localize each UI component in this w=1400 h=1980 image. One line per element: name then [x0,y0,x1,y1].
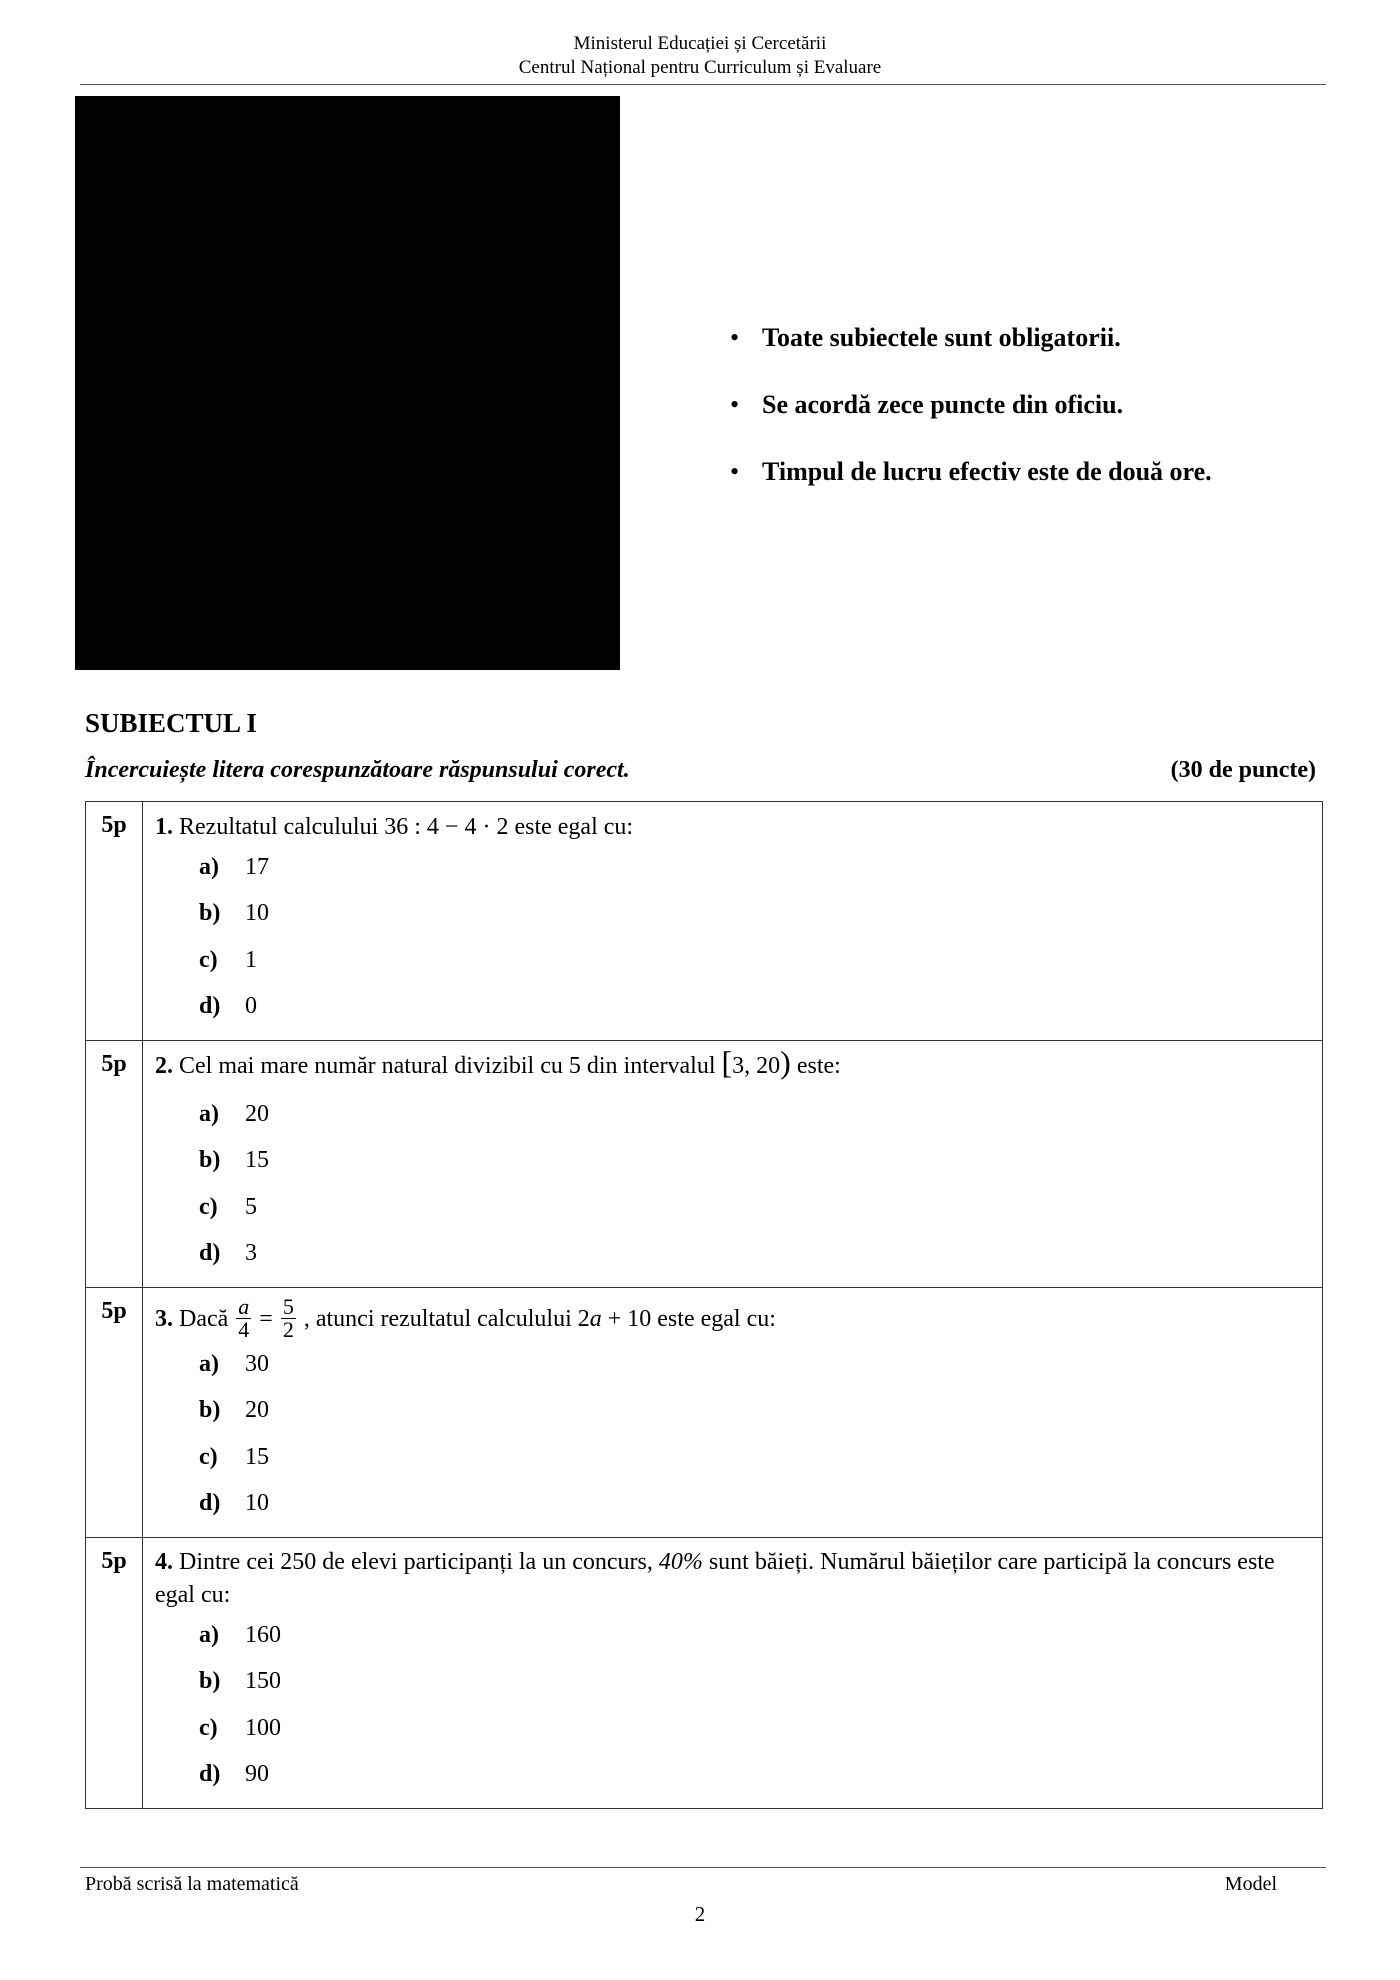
rule-item: • Se acordă zece puncte din oficiu. [730,385,1212,452]
math-percent: 40% [658,1549,703,1575]
answer-option[interactable]: a) 160 [199,1621,281,1648]
header-rule [80,84,1326,85]
question-text: 1. Rezultatul calculului 36 : 4 − 4 · 2 este egal cu: [155,814,634,840]
answer-option[interactable]: d) 10 [199,1490,269,1517]
page-number: 2 [694,1902,706,1926]
section-points: (30 de puncte) [1170,757,1316,783]
math-interval: [3, 20) [721,1044,791,1080]
question-body [143,802,1323,1041]
answer-option[interactable]: b) 20 [199,1397,269,1424]
fraction: $\frac{5}{2}$ [282,1294,294,1342]
bullet-icon: • [730,390,740,419]
math-number: 5 [568,1053,581,1079]
answer-option[interactable]: d) 0 [199,993,257,1020]
question-points: 5p [86,1538,143,1809]
answer-option[interactable]: c) 15 [199,1443,269,1470]
question-row [86,1538,1323,1809]
answer-option[interactable]: c) 1 [199,946,257,973]
question-points: 5p [86,1288,143,1538]
answer-option[interactable]: d) 3 [199,1240,257,1267]
question-body [143,1538,1323,1809]
section-title: SUBIECTUL I [85,708,257,738]
rule-item: • Timpul de lucru efectiv este de două ore. [730,452,1212,519]
math-number: 250 [280,1549,317,1575]
answer-option[interactable]: d) 90 [199,1761,269,1788]
footer-exam-name: Probă scrisă la matematică [85,1873,299,1895]
question-points: 5p [86,1041,143,1288]
page-header [0,32,1400,80]
question-text: 3. Dacă $\frac{a}{4}$ = $\frac{5}{2}$ , atunci rezultatul calculului 2a + 10 este egal cu: [155,1294,776,1342]
fraction: $\frac{a}{4}$ [238,1294,250,1342]
ministry-name: Ministerul Educației și Cercetării [573,33,827,54]
question-row [86,1041,1323,1288]
rule-item: • Toate subiectele sunt obligatorii. [730,318,1212,385]
question-row [86,802,1323,1041]
answer-option[interactable]: a) 20 [199,1100,269,1127]
question-body [143,1041,1323,1288]
answer-option[interactable]: b) 10 [199,900,269,927]
footer-rule [80,1867,1326,1868]
question-body [143,1288,1323,1538]
question-text: 2. Cel mai mare număr natural divizibil cu 5 din intervalul [3, 20) este: [155,1044,841,1080]
bullet-icon: • [730,323,740,352]
exam-rules-list [730,318,1212,519]
redacted-box [75,96,620,670]
math-expression: 36 : 4 − 4 · 2 [384,814,509,840]
answer-option[interactable]: a) 17 [199,853,269,880]
answer-option[interactable]: b) 150 [199,1668,281,1695]
answer-option[interactable]: a) 30 [199,1350,269,1377]
footer-model-label: Model [1224,1873,1277,1895]
answer-option[interactable]: c) 5 [199,1193,257,1220]
answer-option[interactable]: b) 15 [199,1147,269,1174]
math-expression: 2a + 10 [577,1305,652,1332]
answer-option[interactable]: c) 100 [199,1714,281,1741]
bullet-icon: • [730,457,740,486]
center-name: Centrul Național pentru Curriculum și Evaluare [518,57,882,78]
question-points: 5p [86,802,143,1041]
questions-table [85,801,1323,1809]
question-row [86,1288,1323,1538]
section-instruction: Încercuiește litera corespunzătoare răspunsului corect. [85,757,630,783]
question-text: 4. Dintre cei 250 de elevi participanți la un concurs, 40% sunt băieți. Numărul băieților care participă la concurs este egal cu: [155,1549,1275,1608]
